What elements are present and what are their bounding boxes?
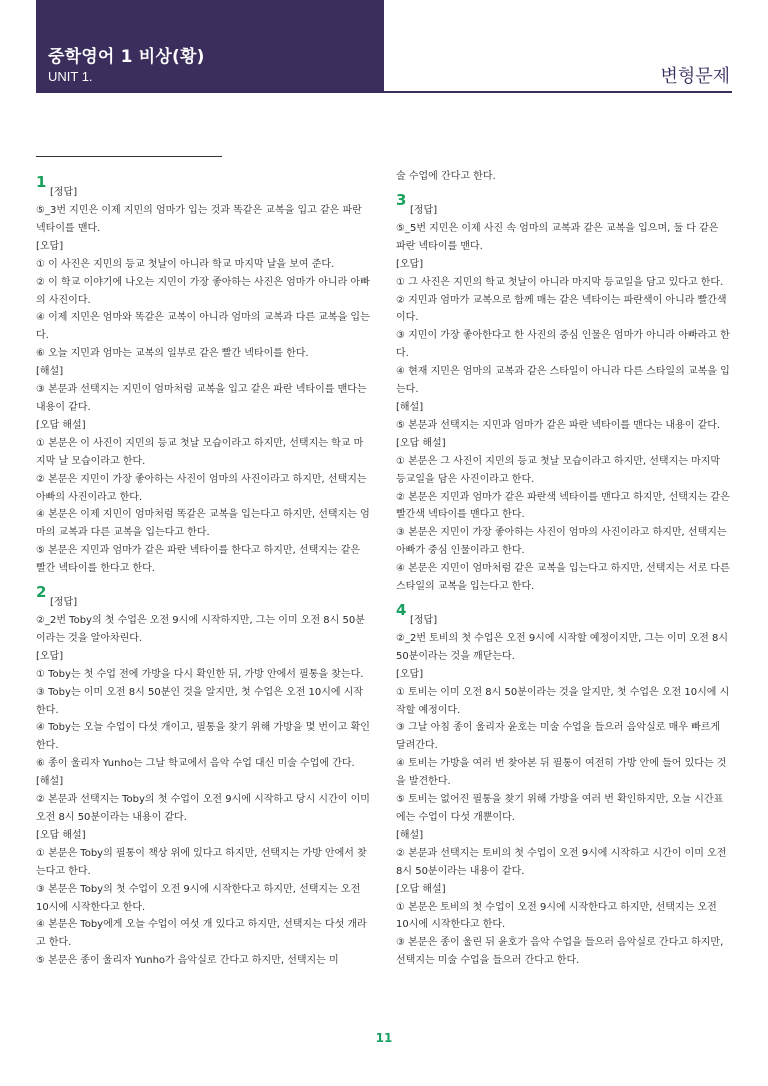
answer-line: ② 본문은 지민과 엄마가 같은 파란색 넥타이를 맨다고 하지만, 선택지는 같은 빨간색 넥타이를 맨다고 한다. — [396, 491, 730, 521]
answer-column-left — [36, 168, 370, 970]
answer-line: ③ 본문과 선택지는 지민이 엄마처럼 교복을 입고 같은 파란 넥타이를 맨다는 내용이 같다. — [36, 384, 367, 413]
answer-column-right — [396, 168, 730, 970]
answer-line: ④ 토비는 가방을 여러 번 찾아본 뒤 필통이 여전히 가방 안에 들어 있다는 것을 발견한다. — [396, 758, 727, 788]
answer-line: ⑤_3번 지민은 이제 지민의 엄마가 입는 것과 똑같은 교복을 입고 같은 파란 넥타이를 맨다. — [36, 205, 362, 234]
answer-line: ⑥ 오늘 지민과 엄마는 교복의 일부로 같은 빨간 넥타이를 한다. — [36, 348, 309, 360]
answer-line: ① Toby는 첫 수업 전에 가방을 다시 확인한 뒤, 가방 안에서 필통을 찾는다. — [36, 668, 364, 680]
answer-line: ②_2번 Toby의 첫 수업은 오전 9시에 시작하지만, 그는 이미 오전 8시 50분이라는 것을 알아차린다. — [36, 615, 365, 644]
answer-line: ① 그 사진은 지민의 학교 첫날이 아니라 마지막 등교일을 담고 있다고 한다. — [396, 276, 724, 288]
answer-line: [오답 해설] — [396, 883, 446, 895]
question-number: 1 — [36, 173, 47, 191]
question-header — [36, 582, 370, 612]
answer-line: [오답] — [396, 668, 424, 680]
answer-line: ④ 본문은 지민이 엄마처럼 같은 교복을 입는다고 하지만, 선택지는 서로 다른 스타일의 교복을 입는다고 한다. — [396, 563, 730, 593]
answer-line: ⑤_5번 지민은 이제 사진 속 엄마의 교복과 같은 교복을 입으며, 둘 다 같은 파란 넥타이를 맨다. — [396, 222, 719, 252]
answer-line: [해설] — [396, 829, 424, 841]
answer-line: ③ 지민이 가장 좋아한다고 한 사진의 중심 인물은 엄마가 아니라 아빠라고 한다. — [396, 330, 730, 360]
answer-line: ① 토비는 이미 오전 8시 50분이라는 것을 알지만, 첫 수업은 오전 10시에 시작할 예정이다. — [396, 686, 730, 716]
answer-line: ② 본문과 선택지는 토비의 첫 수업이 오전 9시에 시작하고 시간이 이미 오전 8시 50분이라는 내용이 같다. — [396, 847, 727, 877]
answer-line: ② 본문과 선택지는 Toby의 첫 수업이 오전 9시에 시작하고 당시 시간이 이미 오전 8시 50분이라는 내용이 같다. — [36, 794, 370, 823]
question-number: 4 — [396, 600, 407, 619]
answer-line: [오답 해설] — [396, 437, 446, 449]
answer-line: ① 이 사진은 지민의 등교 첫날이 아니라 학교 마지막 날을 보여 준다. — [36, 258, 335, 270]
answer-line: [해설] — [396, 401, 424, 413]
answer-line: ① 본문은 토비의 첫 수업이 오전 9시에 시작한다고 하지만, 선택지는 오전 10시에 시작한다고 한다. — [396, 901, 717, 931]
answer-line: [해설] — [36, 776, 64, 788]
answer-line: ⑥ 종이 울리자 Yunho는 그날 학교에서 음악 수업 대신 미술 수업에 간다. — [36, 758, 355, 770]
answer-line: [오답] — [36, 650, 64, 662]
answer-tag: [정답] — [50, 597, 78, 609]
answer-line: ⑤ 본문은 종이 울리자 Yunho가 음악실로 간다고 하지만, 선택지는 미 — [36, 955, 339, 967]
answer-line: ④ 이제 지민은 엄마와 똑같은 교복이 아니라 엄마의 교복과 다른 교복을 입는다. — [36, 312, 370, 342]
answer-line: [오답 해설] — [36, 829, 86, 841]
book-title: 중학영어 1 비상(황) — [48, 47, 205, 67]
answer-tag: [정답] — [50, 187, 78, 198]
answer-line: ③ 본문은 지민이 가장 좋아하는 사진이 엄마의 사진이라고 하지만, 선택지는 아빠가 중심 인물이라고 한다. — [396, 527, 727, 557]
answer-line: ④ 본문은 Toby에게 오늘 수업이 여섯 개 있다고 하지만, 선택지는 다섯 개라고 한다. — [36, 919, 367, 949]
question-number: 3 — [396, 190, 407, 209]
answer-line: ② 본문은 지민이 가장 좋아하는 사진이 엄마의 사진이라고 하지만, 선택지는 아빠의 사진이라고 한다. — [36, 473, 367, 503]
question-header — [396, 190, 730, 220]
answer-tag: [정답] — [410, 614, 438, 626]
answer-line: ① 본문은 Toby의 필통이 책상 위에 있다고 하지만, 선택지는 가방 안에서 찾는다고 한다. — [36, 847, 367, 877]
header-rule — [36, 91, 732, 93]
answer-line: [오답 해설] — [36, 419, 86, 431]
answer-line: ② 지민과 엄마가 교복으로 함께 매는 같은 넥타이는 파란색이 아니라 빨간색이다. — [396, 294, 727, 324]
unit-label: UNIT 1. — [48, 69, 93, 84]
question-number: 2 — [36, 583, 47, 602]
answer-line: ④ 본문은 이제 지민이 엄마처럼 똑같은 교복을 입는다고 하지만, 선택지는 엄마의 교복과 다른 교복을 입는다고 한다. — [36, 509, 370, 539]
answer-line: 술 수업에 간다고 한다. — [396, 171, 496, 182]
answer-line: ① 본문은 이 사진이 지민의 등교 첫날 모습이라고 하지만, 선택지는 학교 마지막 날 모습이라고 한다. — [36, 437, 364, 467]
answer-line: ②_2번 토비의 첫 수업은 오전 9시에 시작할 예정이지만, 그는 이미 오전 8시 50분이라는 것을 깨닫는다. — [396, 632, 729, 662]
question-header — [396, 600, 730, 630]
answer-line: ① 본문은 그 사진이 지민의 등교 첫날 모습이라고 하지만, 선택지는 마지막 등교일을 담은 사진이라고 한다. — [396, 455, 721, 485]
answer-line: ⑤ 본문과 선택지는 지민과 엄마가 같은 파란 넥타이를 맨다는 내용이 같다. — [396, 419, 721, 431]
question-header — [36, 172, 370, 202]
answer-line: ④ Toby는 오늘 수업이 다섯 개이고, 필통을 찾기 위해 가방을 몇 번이고 확인한다. — [36, 722, 370, 752]
answer-line: ⑤ 본문은 지민과 엄마가 같은 파란 넥타이를 한다고 하지만, 선택지는 같은 빨간 넥타이를 한다고 한다. — [36, 545, 361, 575]
section-label: 변형문제 — [660, 66, 730, 87]
answer-line: [오답] — [396, 258, 424, 270]
section-divider — [36, 156, 222, 157]
page-number: 11 — [375, 1031, 393, 1045]
answer-line: ③ 본문은 종이 울린 뒤 윤호가 음악 수업을 들으러 음악실로 간다고 하지만, 선택지는 미술 수업을 들으러 간다고 한다. — [396, 937, 724, 967]
answer-line: ③ Toby는 이미 오전 8시 50분인 것을 알지만, 첫 수업은 오전 10시에 시작한다. — [36, 686, 364, 716]
answer-line: [해설] — [36, 366, 64, 378]
answer-line: ④ 현재 지민은 엄마의 교복과 같은 스타일이 아니라 다른 스타일의 교복을 입는다. — [396, 366, 730, 396]
answer-line: ③ 본문은 Toby의 첫 수업이 오전 9시에 시작한다고 하지만, 선택지는 오전 10시에 시작한다고 한다. — [36, 883, 361, 913]
answer-line: ③ 그날 아침 종이 울리자 윤호는 미술 수업을 들으러 음악실로 매우 빠르게 달려간다. — [396, 722, 721, 752]
answer-line: [오답] — [36, 240, 64, 252]
answer-tag: [정답] — [410, 204, 438, 216]
answer-line: ⑤ 토비는 없어진 필통을 찾기 위해 가방을 여러 번 확인하지만, 오늘 시간표에는 수업이 다섯 개뿐이다. — [396, 794, 724, 823]
answer-line: ② 이 학교 이야기에 나오는 지민이 가장 좋아하는 사진은 엄마가 아니라 아빠의 사진이다. — [36, 276, 370, 306]
